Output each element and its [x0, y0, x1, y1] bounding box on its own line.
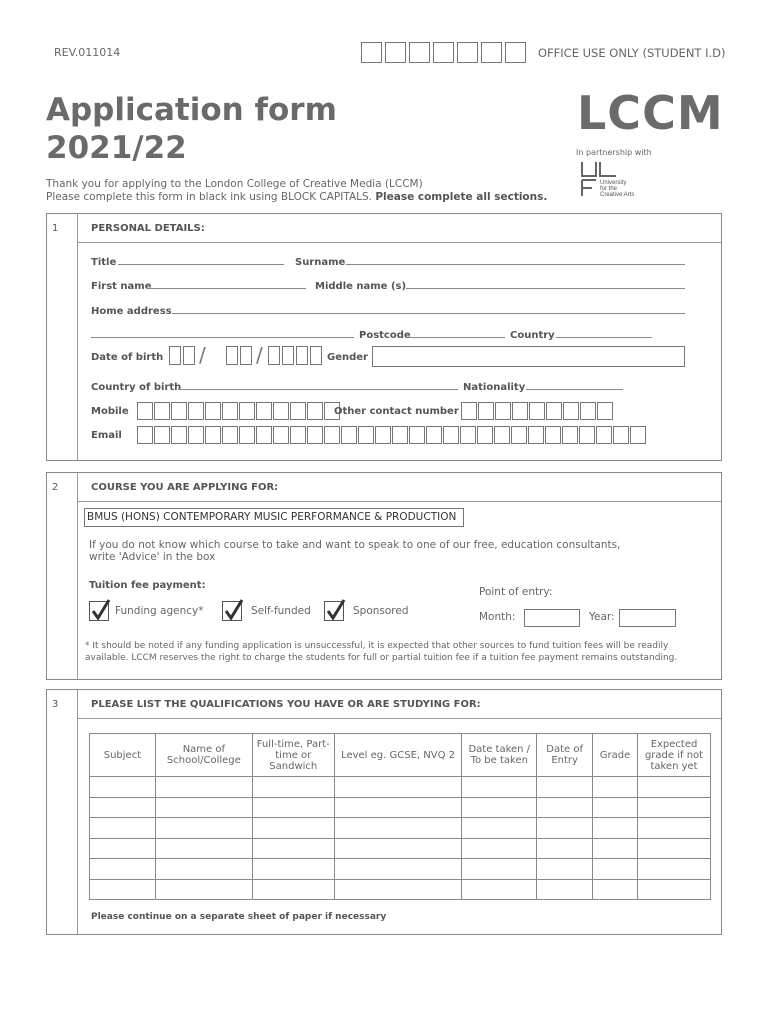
char-cell[interactable]	[528, 426, 544, 444]
table-row	[90, 777, 711, 798]
section-divider	[77, 473, 78, 679]
email-field[interactable]	[137, 426, 647, 444]
date-separator: /	[199, 343, 206, 367]
table-cell[interactable]	[638, 777, 711, 798]
intro-instructions: Please complete this form in black ink using BLOCK CAPITALS.	[46, 191, 376, 203]
char-cell[interactable]	[256, 402, 272, 420]
ual-line-3: Creative Arts	[600, 192, 635, 198]
self-funded-checkbox[interactable]	[222, 601, 242, 621]
char-cell[interactable]	[478, 402, 494, 420]
char-cell[interactable]	[273, 402, 289, 420]
char-cell[interactable]	[154, 426, 170, 444]
char-cell[interactable]	[358, 426, 374, 444]
char-cell[interactable]	[494, 426, 510, 444]
table-cell[interactable]	[90, 859, 156, 880]
table-cell[interactable]	[90, 797, 156, 818]
first-name-label: First name	[91, 281, 152, 292]
column-header: Date taken / To be taken	[462, 734, 537, 777]
table-cell[interactable]	[593, 797, 638, 818]
char-cell[interactable]	[375, 426, 391, 444]
sponsored-checkbox[interactable]	[324, 601, 344, 621]
office-id-cell[interactable]	[385, 42, 406, 63]
table-cell[interactable]	[155, 838, 252, 859]
char-cell[interactable]	[341, 426, 357, 444]
char-cell[interactable]	[290, 426, 306, 444]
course-input[interactable]: BMUS (HONS) CONTEMPORARY MUSIC PERFORMANCE & PRODUCTION	[84, 508, 464, 527]
first-name-field[interactable]	[148, 288, 306, 289]
char-cell[interactable]	[171, 426, 187, 444]
advice-text-line-2: write 'Advice' in the box	[89, 551, 216, 563]
table-cell[interactable]	[252, 797, 334, 818]
nationality-label: Nationality	[463, 382, 526, 393]
char-cell[interactable]	[529, 402, 545, 420]
office-id-cell[interactable]	[457, 42, 478, 63]
column-header: Date of Entry	[537, 734, 593, 777]
month-label: Month:	[479, 611, 516, 623]
country-label: Country	[510, 330, 555, 341]
dob-month-cell[interactable]	[240, 346, 252, 365]
char-cell[interactable]	[546, 402, 562, 420]
char-cell[interactable]	[205, 426, 221, 444]
table-cell[interactable]	[155, 879, 252, 900]
char-cell[interactable]	[205, 402, 221, 420]
lccm-logo: LCCM	[577, 86, 724, 140]
office-id-cell[interactable]	[481, 42, 502, 63]
funding-note-line-1: * It should be noted if any funding application is unsuccessful, it is expected that other sources to fund tuition fees will be readily	[85, 641, 669, 651]
section-heading-rule	[77, 718, 721, 719]
dob-year-cell[interactable]	[310, 346, 322, 365]
char-cell[interactable]	[137, 402, 153, 420]
char-cell[interactable]	[460, 426, 476, 444]
dob-month-cell[interactable]	[226, 346, 238, 365]
section-heading: PERSONAL DETAILS:	[91, 223, 205, 234]
title-label: Title	[91, 257, 117, 268]
other-contact-label: Other contact number	[334, 406, 459, 417]
table-cell[interactable]	[252, 818, 334, 839]
table-cell[interactable]	[252, 859, 334, 880]
section-heading: COURSE YOU ARE APPLYING FOR:	[91, 482, 279, 493]
char-cell[interactable]	[188, 402, 204, 420]
char-cell[interactable]	[580, 402, 596, 420]
char-cell[interactable]	[256, 426, 272, 444]
char-cell[interactable]	[307, 426, 323, 444]
continue-note: Please continue on a separate sheet of paper if necessary	[91, 912, 387, 922]
funding-note-line-2: available. LCCM reserves the right to charge the students for full or partial tuition fee if a tuition fee payment remains outstanding.	[85, 653, 678, 663]
char-cell[interactable]	[290, 402, 306, 420]
section-number: 1	[52, 223, 59, 234]
char-cell[interactable]	[222, 402, 238, 420]
dob-day-cell[interactable]	[169, 346, 181, 365]
section-number: 2	[52, 482, 59, 493]
mobile-field[interactable]	[137, 402, 341, 420]
point-of-entry-label: Point of entry:	[479, 586, 553, 598]
column-header: Subject	[90, 734, 156, 777]
char-cell[interactable]	[461, 402, 477, 420]
middle-name-field[interactable]	[406, 288, 685, 289]
postcode-label: Postcode	[359, 330, 411, 341]
gender-label: Gender	[327, 352, 368, 363]
char-cell[interactable]	[511, 426, 527, 444]
column-header: Name of School/College	[155, 734, 252, 777]
self-funded-label: Self-funded	[251, 605, 311, 617]
revision-code: REV.011014	[54, 46, 121, 59]
table-cell[interactable]	[593, 838, 638, 859]
intro-line-1: Thank you for applying to the London College of Creative Media (LCCM)	[46, 178, 423, 190]
table-row	[90, 818, 711, 839]
table-cell[interactable]	[462, 838, 537, 859]
char-cell[interactable]	[562, 426, 578, 444]
table-cell[interactable]	[462, 859, 537, 880]
section-heading-rule	[77, 501, 721, 502]
office-id-cell[interactable]	[361, 42, 382, 63]
funding-agency-label: Funding agency*	[115, 605, 204, 617]
qualifications-table	[89, 733, 711, 900]
table-cell[interactable]	[537, 818, 593, 839]
section-divider	[77, 690, 78, 934]
checkmark-icon	[325, 598, 347, 622]
table-cell[interactable]	[638, 859, 711, 880]
office-id-cell[interactable]	[409, 42, 430, 63]
char-cell[interactable]	[630, 426, 646, 444]
table-cell[interactable]	[155, 859, 252, 880]
table-cell[interactable]	[638, 797, 711, 818]
table-cell[interactable]	[462, 797, 537, 818]
entry-month-field[interactable]	[524, 609, 580, 627]
table-cell[interactable]	[537, 777, 593, 798]
postcode-field[interactable]	[410, 337, 505, 338]
table-row	[90, 879, 711, 900]
home-address-field[interactable]	[172, 313, 685, 314]
table-cell[interactable]	[334, 838, 462, 859]
intro-emphasis: Please complete all sections.	[375, 191, 548, 203]
table-cell[interactable]	[334, 797, 462, 818]
table-cell[interactable]	[638, 818, 711, 839]
funding-agency-checkbox[interactable]	[89, 601, 109, 621]
country-field[interactable]	[556, 337, 652, 338]
intro-line-2	[46, 191, 547, 203]
char-cell[interactable]	[512, 402, 528, 420]
char-cell[interactable]	[597, 402, 613, 420]
title-field[interactable]	[118, 264, 284, 265]
section-number: 3	[52, 699, 59, 710]
country-of-birth-field[interactable]	[178, 389, 458, 390]
char-cell[interactable]	[137, 426, 153, 444]
partner-label: In partnership with	[576, 148, 652, 157]
table-cell[interactable]	[638, 879, 711, 900]
table-cell[interactable]	[593, 818, 638, 839]
char-cell[interactable]	[596, 426, 612, 444]
table-row	[90, 838, 711, 859]
char-cell[interactable]	[392, 426, 408, 444]
office-id-cell[interactable]	[433, 42, 454, 63]
entry-year-field[interactable]	[619, 609, 676, 627]
dob-year-cell[interactable]	[282, 346, 294, 365]
table-cell[interactable]	[155, 818, 252, 839]
char-cell[interactable]	[239, 402, 255, 420]
table-cell[interactable]	[537, 797, 593, 818]
table-cell[interactable]	[90, 818, 156, 839]
char-cell[interactable]	[273, 426, 289, 444]
middle-name-label: Middle name (s)	[315, 281, 407, 292]
table-cell[interactable]	[593, 879, 638, 900]
date-separator: /	[256, 343, 263, 367]
nationality-field[interactable]	[526, 389, 623, 390]
table-cell[interactable]	[593, 859, 638, 880]
office-id-cell[interactable]	[505, 42, 526, 63]
office-id-boxes	[361, 42, 526, 63]
column-header: Grade	[593, 734, 638, 777]
column-header: Full-time, Part-time or Sandwich	[252, 734, 334, 777]
table-row	[90, 859, 711, 880]
ual-logo	[580, 160, 660, 202]
form-title: Application form	[46, 92, 337, 128]
table-cell[interactable]	[462, 879, 537, 900]
office-use-label: OFFICE USE ONLY (STUDENT I.D)	[538, 46, 726, 60]
surname-label: Surname	[295, 257, 346, 268]
table-cell[interactable]	[155, 777, 252, 798]
char-cell[interactable]	[154, 402, 170, 420]
table-cell[interactable]	[252, 838, 334, 859]
dob-year-cell[interactable]	[268, 346, 280, 365]
checkmark-icon	[90, 598, 112, 622]
table-row	[90, 797, 711, 818]
advice-text-line-1: If you do not know which course to take and want to speak to one of our free, education consultants,	[89, 539, 621, 551]
char-cell[interactable]	[579, 426, 595, 444]
table-cell[interactable]	[90, 879, 156, 900]
dob-label: Date of birth	[91, 352, 164, 363]
char-cell[interactable]	[426, 426, 442, 444]
table-header-row	[90, 734, 711, 777]
mobile-label: Mobile	[91, 406, 129, 417]
gender-field[interactable]	[372, 346, 685, 367]
ual-line-2: for the	[600, 186, 618, 192]
char-cell[interactable]	[324, 426, 340, 444]
table-cell[interactable]	[334, 859, 462, 880]
char-cell[interactable]	[188, 426, 204, 444]
year-label: Year:	[589, 611, 615, 623]
char-cell[interactable]	[443, 426, 459, 444]
table-cell[interactable]	[90, 777, 156, 798]
surname-field[interactable]	[346, 264, 685, 265]
table-cell[interactable]	[638, 838, 711, 859]
table-cell[interactable]	[537, 838, 593, 859]
char-cell[interactable]	[563, 402, 579, 420]
table-cell[interactable]	[334, 879, 462, 900]
home-address-label: Home address	[91, 306, 172, 317]
table-cell[interactable]	[537, 879, 593, 900]
char-cell[interactable]	[409, 426, 425, 444]
table-cell[interactable]	[252, 879, 334, 900]
section-heading-rule	[77, 242, 721, 243]
table-cell[interactable]	[537, 859, 593, 880]
table-cell[interactable]	[334, 777, 462, 798]
table-cell[interactable]	[462, 777, 537, 798]
char-cell[interactable]	[171, 402, 187, 420]
column-header: Expected grade if not taken yet	[638, 734, 711, 777]
checkmark-icon	[223, 598, 245, 622]
char-cell[interactable]	[222, 426, 238, 444]
email-label: Email	[91, 430, 122, 441]
table-cell[interactable]	[334, 818, 462, 839]
table-cell[interactable]	[155, 797, 252, 818]
table-cell[interactable]	[90, 838, 156, 859]
section-divider	[77, 214, 78, 460]
country-of-birth-label: Country of birth	[91, 382, 182, 393]
ual-line-1: University	[600, 180, 627, 186]
address-line-2-field[interactable]	[91, 337, 354, 338]
table-cell[interactable]	[252, 777, 334, 798]
form-year: 2021/22	[46, 130, 187, 166]
tuition-fee-label: Tuition fee payment:	[89, 580, 206, 591]
char-cell[interactable]	[307, 402, 323, 420]
table-cell[interactable]	[462, 818, 537, 839]
dob-year-cell[interactable]	[296, 346, 308, 365]
other-contact-field[interactable]	[461, 402, 614, 420]
char-cell[interactable]	[613, 426, 629, 444]
char-cell[interactable]	[495, 402, 511, 420]
char-cell[interactable]	[545, 426, 561, 444]
char-cell[interactable]	[477, 426, 493, 444]
char-cell[interactable]	[239, 426, 255, 444]
sponsored-label: Sponsored	[353, 605, 409, 617]
column-header: Level eg. GCSE, NVQ 2	[334, 734, 462, 777]
dob-day-cell[interactable]	[183, 346, 195, 365]
table-cell[interactable]	[593, 777, 638, 798]
section-heading: PLEASE LIST THE QUALIFICATIONS YOU HAVE OR ARE STUDYING FOR:	[91, 699, 481, 710]
